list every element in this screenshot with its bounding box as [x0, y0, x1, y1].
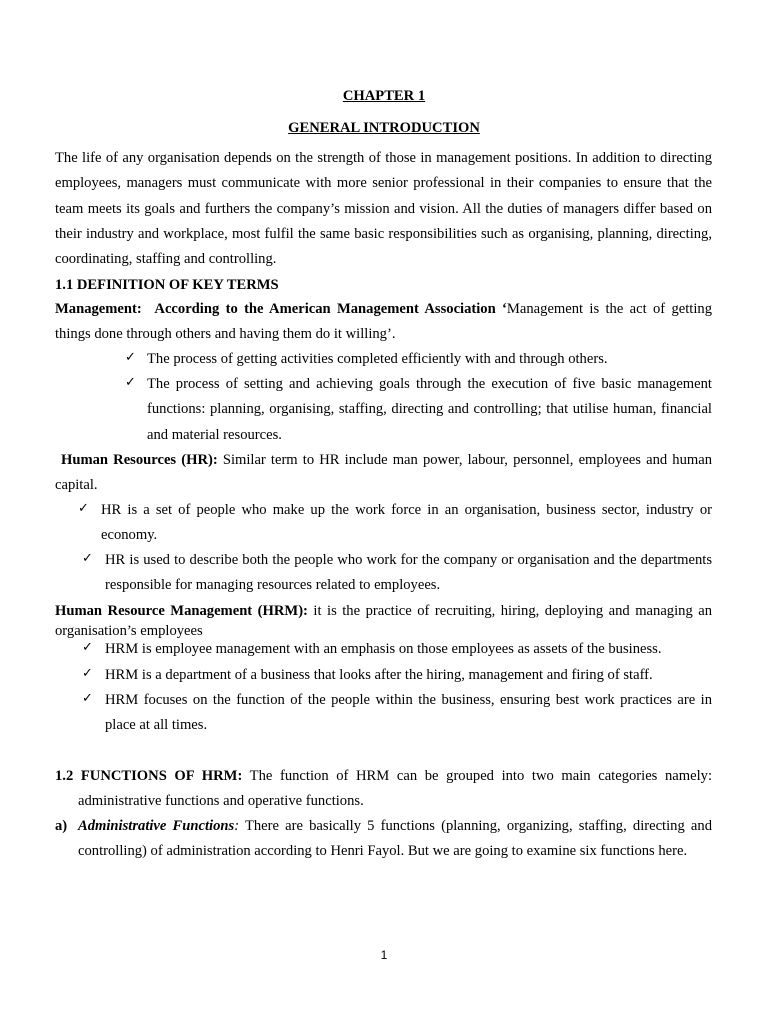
- check-icon: ✓: [125, 350, 136, 365]
- admin-functions-paragraph: [78, 814, 712, 865]
- list-marker-a: a): [55, 818, 68, 834]
- section-1-1-heading: 1.1 DEFINITION OF KEY TERMS: [55, 277, 279, 293]
- hr-bullet-2: HR is used to describe both the people who work for the company or organisation and the departments responsible for managing resources related to employees.: [105, 552, 712, 594]
- management-label: Management:: [55, 301, 142, 317]
- page-number: 1: [380, 948, 388, 962]
- hrm-bullet-3: HRM focuses on the function of the people within the business, ensuring best work practices are in place at all times.: [105, 692, 712, 734]
- check-icon: ✓: [82, 640, 93, 655]
- hr-definition: [55, 448, 712, 499]
- admin-functions-label: Administrative Functions: [78, 818, 235, 834]
- check-icon: ✓: [82, 691, 93, 706]
- section-1-2-text: The function of HRM can be grouped into two main categories namely: administrative functions and operative functions.: [78, 768, 712, 810]
- hrm-bullet-1: HRM is employee management with an emphasis on those employees as assets of the business.: [105, 641, 662, 657]
- hrm-label: Human Resource Management (HRM):: [55, 603, 308, 619]
- hr-bullet-1: HR is a set of people who make up the work force in an organisation, business sector, industry or economy.: [101, 502, 712, 544]
- check-icon: ✓: [78, 501, 89, 516]
- hrm-definition: [55, 601, 712, 641]
- chapter-label: CHAPTER 1: [342, 88, 426, 104]
- intro-paragraph: The life of any organisation depends on the strength of those in management positions. In addition to directing employees, managers must communicate with more senior professional in their companies to ensure that the team meets its goals and furthers the company’s mission and vision. All the duties of managers differ based on their industry and workplace, most fulfil the same basic responsibilities such as organising, planning, directing, coordinating, staffing and controlling.: [55, 150, 712, 268]
- management-definition: [55, 297, 712, 348]
- hr-definition-text: Similar term to HR include man power, labour, personnel, employees and human capital.: [55, 452, 712, 494]
- admin-functions-text: There are basically 5 functions (planning, organizing, staffing, directing and controlling) of administration according to Henri Fayol. But we are going to examine six functions here.: [78, 818, 712, 860]
- section-1-2-label: 1.2 FUNCTIONS OF HRM:: [55, 768, 243, 784]
- management-definition-text: Management is the act of getting things done through others and having them do it willing’.: [55, 301, 713, 343]
- chapter-title: GENERAL INTRODUCTION: [288, 120, 480, 136]
- check-icon: ✓: [125, 375, 136, 390]
- section-1-2-paragraph: [55, 764, 712, 815]
- hrm-definition-text: it is the practice of recruiting, hiring, deploying and managing an organisation’s employees: [55, 603, 713, 639]
- hrm-bullet-2: HRM is a department of a business that looks after the hiring, management and firing of staff.: [105, 667, 653, 683]
- management-bullet-1: The process of getting activities completed efficiently with and through others.: [147, 351, 608, 367]
- check-icon: ✓: [82, 666, 93, 681]
- admin-functions-colon: :: [234, 818, 240, 834]
- management-source: According to the American Management Association ‘: [154, 301, 507, 317]
- check-icon: ✓: [82, 551, 93, 566]
- management-bullet-2: The process of setting and achieving goals through the execution of five basic management functions: planning, organising, staffing, directing and controlling; that utilise human, financial and material resources.: [147, 376, 712, 443]
- hr-label: Human Resources (HR):: [61, 452, 218, 468]
